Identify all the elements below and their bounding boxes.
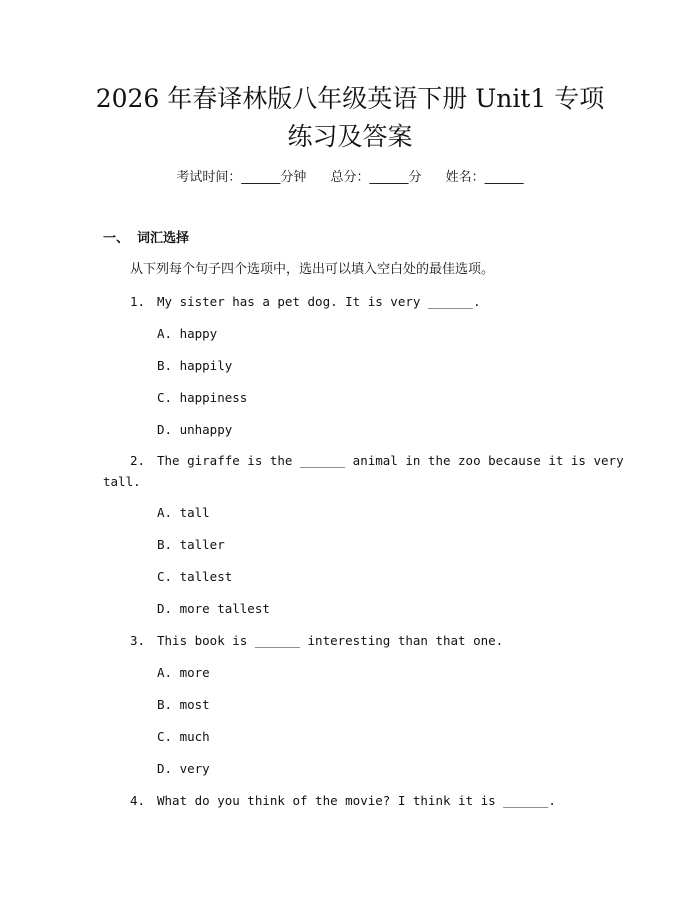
question-3-option-d: D. very: [157, 761, 210, 776]
document-title-line-1: 2026 年春译林版八年级英语下册 Unit1 专项: [95, 84, 605, 113]
question-1-option-a: A. happy: [157, 326, 218, 341]
question-1-option-c: C. happiness: [157, 390, 248, 405]
question-3-option-b: B. most: [157, 697, 210, 712]
question-2-number: 2.: [130, 453, 146, 468]
document-title-line-2: 练习及答案: [287, 122, 413, 151]
section-heading: [103, 229, 189, 249]
total-score-field: 总分：______分: [330, 170, 422, 185]
question-3-option-a: A. more: [157, 665, 210, 680]
question-1-option-d: D. unhappy: [157, 422, 233, 437]
question-1-number: 1.: [130, 294, 146, 309]
question-2-option-a: A. tall: [157, 505, 210, 520]
question-1-option-b: B. happily: [157, 358, 233, 373]
question-3-number: 3.: [130, 633, 146, 648]
question-3-option-c: C. much: [157, 729, 210, 744]
question-2-option-d: D. more tallest: [157, 601, 270, 616]
section-title: 词汇选择: [137, 231, 190, 246]
exam-info: [0, 168, 700, 188]
question-3-text: This book is ______ interesting than that one.: [157, 633, 504, 648]
section-instruction: 从下列每个句子四个选项中，选出可以填入空白处的最佳选项。: [130, 262, 495, 277]
document-title: [60, 80, 640, 156]
question-2-option-c: C. tallest: [157, 569, 233, 584]
question-2-text-line-1: The giraffe is the ______ animal in the zoo because it is very: [157, 453, 624, 468]
question-1-text: My sister has a pet dog. It is very ______.: [157, 294, 481, 309]
question-4-text: What do you think of the movie? I think it is ______.: [157, 793, 556, 808]
student-name-field: 姓名：______: [445, 170, 524, 185]
question-2-text-line-2: tall.: [103, 474, 141, 489]
section-number: 一、: [103, 231, 130, 246]
question-2-option-b: B. taller: [157, 537, 225, 552]
exam-time-field: 考试时间：______分钟: [176, 170, 307, 185]
question-4-number: 4.: [130, 793, 146, 808]
